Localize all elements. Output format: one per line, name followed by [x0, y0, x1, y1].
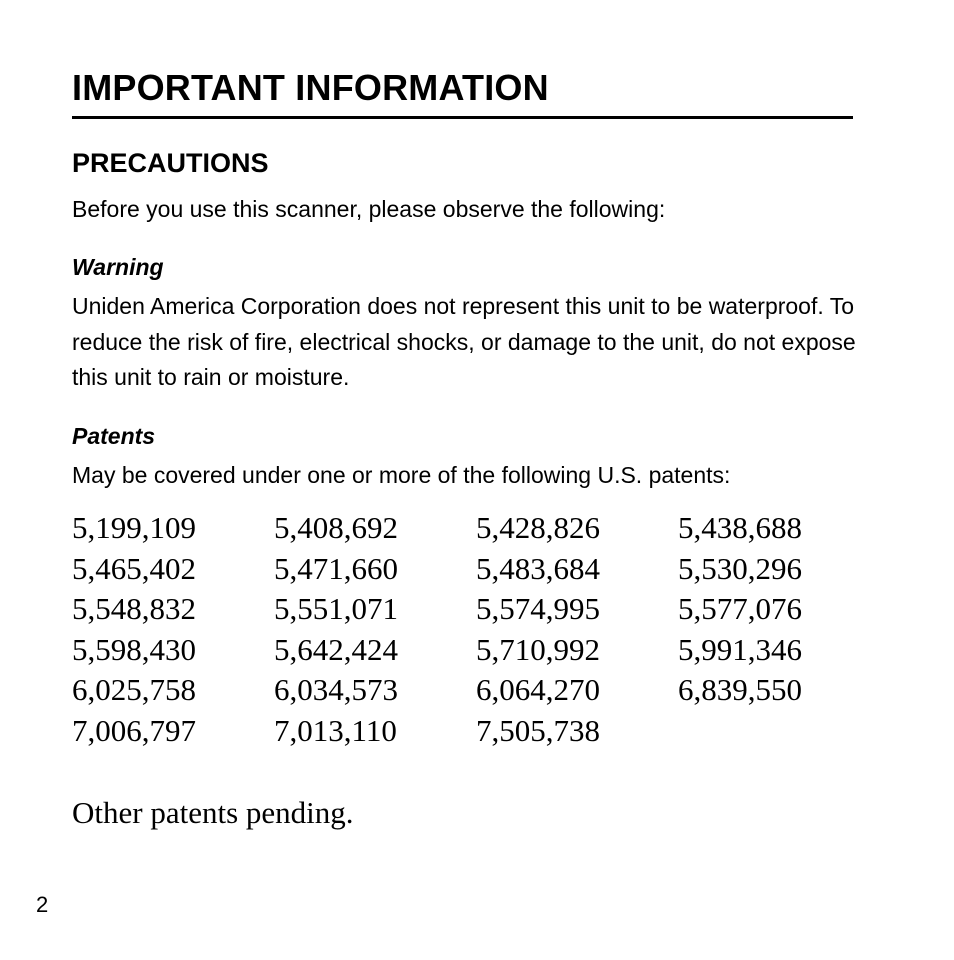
page-title: IMPORTANT INFORMATION — [72, 67, 549, 108]
patent-number: 5,642,424 — [274, 631, 398, 667]
patent-number-list — [72, 508, 882, 751]
patent-number: 5,551,071 — [274, 591, 398, 626]
patent-number: 5,548,832 — [72, 591, 196, 626]
page-number: 2 — [36, 892, 49, 917]
patent-number: 5,465,402 — [72, 550, 196, 586]
patent-number: 6,064,270 — [476, 672, 600, 707]
patent-number: 5,710,992 — [476, 631, 600, 667]
patents-heading: Patents — [72, 423, 156, 449]
patents-intro: May be covered under one or more of the following U.S. patents: — [72, 462, 731, 488]
patents-pending-note: Other patents pending. — [72, 795, 354, 830]
patent-number: 5,471,660 — [274, 550, 398, 586]
patent-number: 7,505,738 — [476, 712, 600, 748]
patent-number: 5,598,430 — [72, 631, 196, 667]
patent-number: 5,577,076 — [678, 591, 802, 626]
patent-number: 5,483,684 — [476, 550, 600, 586]
precautions-heading: PRECAUTIONS — [72, 148, 269, 178]
patent-number: 7,013,110 — [274, 712, 397, 748]
patent-number: 5,438,688 — [678, 510, 802, 545]
precautions-intro: Before you use this scanner, please observe the following: — [72, 196, 666, 222]
patent-number: 5,991,346 — [678, 631, 802, 667]
patent-number: 6,839,550 — [678, 672, 802, 707]
title-divider — [72, 116, 853, 119]
patent-number: 5,574,995 — [476, 591, 600, 626]
patent-number: 6,034,573 — [274, 672, 398, 707]
patent-number: 7,006,797 — [72, 712, 196, 748]
warning-text: Uniden America Corporation does not represent this unit to be waterproof. To reduce the risk of fire, electrical shocks, or damage to the unit, do not expose this unit to rain or moisture. — [72, 293, 856, 390]
patent-number: 5,199,109 — [72, 510, 196, 545]
warning-heading: Warning — [72, 254, 164, 280]
patent-number: 5,428,826 — [476, 510, 600, 545]
patent-number: 5,408,692 — [274, 510, 398, 545]
patent-number: 6,025,758 — [72, 672, 196, 707]
patent-number: 5,530,296 — [678, 550, 802, 586]
